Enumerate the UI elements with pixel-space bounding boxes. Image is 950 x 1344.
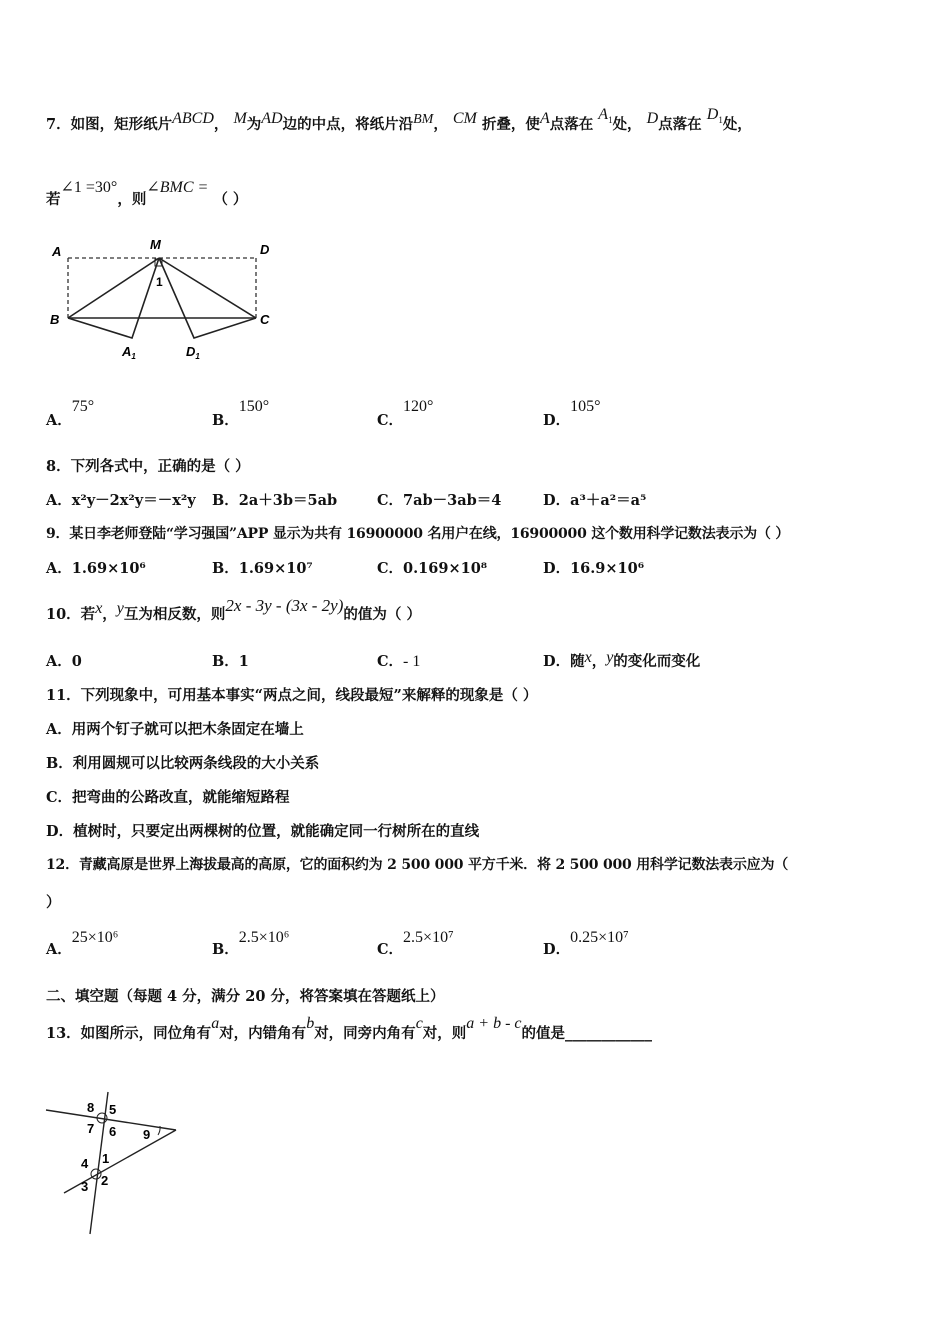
q10-x: x — [95, 600, 103, 617]
q11-option-d[interactable]: D．植树时，只要定出两棵树的位置，就能确定同一行树所在的直线 — [46, 823, 480, 840]
q11-stem: 11．下列现象中，可用基本事实“两点之间，线段最短”来解释的现象是（ ） — [46, 687, 538, 704]
q7-fig-label-m: M — [150, 237, 161, 252]
q13-stem — [46, 1015, 653, 1043]
q9-stem: 9．某日李老师登陆“学习强国”APP 显示为共有 16900000 名用户在线，16900000 这个数用科学记数法表示为（ ） — [46, 526, 790, 542]
q7-option-c-label: C． — [377, 412, 404, 429]
q7-fig-cm — [159, 258, 256, 318]
section-2-heading: 二、填空题（每题 4 分，满分 20 分，将答案填在答题纸上） — [46, 988, 445, 1005]
q7-option-a-label: A． — [46, 412, 72, 429]
q10-option-c[interactable] — [377, 650, 420, 671]
q9-option-c-label: C． — [377, 560, 404, 577]
q8-option-b-label: B． — [212, 492, 239, 509]
q7-fig-bm — [68, 258, 159, 318]
q10-expression: 2x - 3y - (3x - 2y) — [225, 596, 344, 615]
q12-option-b-label: B． — [212, 941, 239, 958]
q13-suffix[interactable]: 的值是____________ — [521, 1025, 653, 1042]
q7-at1: 处， — [612, 116, 642, 133]
q13-fig-circle-bottom — [91, 1169, 101, 1179]
q12-option-d-label: D． — [543, 941, 571, 958]
q7-fig-cd1m — [159, 258, 256, 338]
q8-option-c[interactable] — [377, 489, 501, 510]
q7-d: D — [646, 110, 659, 127]
q7-comma: ， — [213, 116, 229, 133]
q10-suffix: 的值为（ ） — [343, 606, 421, 623]
q7-ad: AD — [261, 110, 283, 127]
q7-a1-sub: 1 — [608, 115, 613, 126]
q7-comma2: ， — [433, 116, 448, 133]
q13-a: a — [211, 1015, 220, 1032]
q10-option-d-y: y — [606, 649, 614, 666]
q7-option-d[interactable] — [543, 395, 601, 429]
q10-option-b-value: 1 — [238, 653, 249, 670]
q8-option-d-label: D． — [543, 492, 571, 509]
q13-fig-label-2: 2 — [101, 1173, 109, 1188]
q9-option-a[interactable] — [46, 557, 146, 578]
q7-bm: BM — [413, 112, 434, 127]
q13-fig-label-3: 3 — [81, 1179, 89, 1194]
q8-option-c-value: 7ab－3ab＝4 — [403, 492, 502, 509]
q7-fall2: 点落在 — [658, 116, 702, 133]
q8-option-a-label: A． — [46, 492, 72, 509]
q12-option-d-value: 0.25×10⁷ — [570, 929, 629, 946]
q10-mid: 互为相反数，则 — [123, 606, 226, 623]
q10-option-d-label: D． — [543, 653, 571, 670]
q7-fig-label-c: C — [260, 312, 270, 327]
q12-option-c-label: C． — [377, 941, 404, 958]
q8-option-b-value: 2a＋3b＝5ab — [238, 492, 338, 509]
q7-prefix: 7．如图，矩形纸片 — [46, 116, 173, 133]
q7-option-d-value: 105° — [570, 398, 601, 415]
q9-option-c-value: 0.169×10⁸ — [403, 560, 488, 577]
q7-option-b-label: B． — [212, 412, 239, 429]
q7-abcd: ABCD — [172, 110, 214, 127]
q7-fig-label-a1 — [121, 344, 136, 361]
q7-fig-label-d1 — [186, 344, 200, 361]
q7-fall1: 点落在 — [549, 116, 594, 133]
q10-option-d[interactable] — [543, 650, 700, 671]
q7-option-a-value: 75° — [71, 398, 95, 415]
q7-fig-label-a1-main: A — [122, 344, 132, 359]
q7-d1-sub: 1 — [718, 115, 723, 126]
q13-fig-label-9: 9 — [143, 1127, 151, 1142]
q7-d1-main: D — [706, 106, 719, 123]
q9-option-c[interactable] — [377, 557, 487, 578]
q13-c: c — [415, 1015, 423, 1032]
q7-if: 若 — [46, 191, 61, 208]
q9-option-d[interactable] — [543, 557, 644, 578]
q7-a1 — [598, 106, 613, 126]
q10-option-d-tail: 的变化而变化 — [613, 653, 701, 670]
q7-d1 — [706, 106, 723, 126]
q7-fig-label-d1-sub: 1 — [195, 352, 200, 361]
q7-a: A — [539, 110, 550, 127]
q10-stem — [46, 596, 421, 624]
q11-option-a[interactable]: A．用两个钉子就可以把木条固定在墙上 — [46, 721, 304, 738]
q13-fig-label-1: 1 — [102, 1151, 110, 1166]
q12-option-d[interactable] — [543, 926, 629, 958]
q8-option-a[interactable] — [46, 489, 196, 510]
q8-stem: 8．下列各式中，正确的是（ ） — [46, 458, 250, 475]
q7-option-c-value: 120° — [403, 398, 434, 415]
q7-option-a[interactable] — [46, 395, 95, 429]
q13-fig-label-4: 4 — [81, 1156, 89, 1171]
q13-fig-label-7: 7 — [87, 1121, 95, 1136]
q10-y: y — [116, 600, 124, 617]
q12-option-b-value: 2.5×10⁶ — [238, 929, 290, 946]
q13-t2: 对，同旁内角有 — [314, 1025, 416, 1042]
q7-fold: 折叠，使 — [481, 116, 540, 133]
q7-angle-bmc: ∠BMC = — [146, 179, 209, 196]
q7-angle1: ∠1 =30° — [60, 179, 118, 196]
q7-at2: 处， — [722, 116, 752, 133]
q10-option-d-value: 随 — [570, 653, 585, 670]
q7-line2 — [46, 179, 248, 209]
q7-fig-label-d1-main: D — [186, 344, 196, 359]
q12-option-c-value: 2.5×10⁷ — [403, 929, 454, 946]
q7-fig-label-a1-sub: 1 — [131, 352, 136, 361]
q13-b: b — [306, 1015, 315, 1032]
q9-option-b[interactable] — [212, 557, 313, 578]
q9-option-b-label: B． — [212, 560, 239, 577]
q8-option-d-value: a³＋a²＝a⁵ — [570, 492, 647, 509]
q7-fig-label-d: D — [260, 242, 270, 257]
q7-mid: 边的中点，将纸片沿 — [282, 116, 414, 133]
q7-fig-label-b: B — [50, 312, 60, 327]
q12-option-a[interactable] — [46, 926, 119, 958]
q10-option-a[interactable] — [46, 650, 82, 671]
q7-fig-ba1m — [68, 258, 159, 338]
q7-line1 — [46, 106, 752, 135]
q7-cm: CM — [452, 110, 477, 127]
q10-option-b-label: B． — [212, 653, 239, 670]
q9-option-a-value: 1.69×10⁶ — [71, 560, 146, 577]
q9-option-d-value: 16.9×10⁶ — [570, 560, 645, 577]
q7-option-c[interactable] — [377, 395, 434, 429]
q13-fig-label-8: 8 — [87, 1100, 95, 1115]
q8-option-c-label: C． — [377, 492, 404, 509]
q10-prefix: 10．若 — [46, 606, 96, 623]
q12-option-c[interactable] — [377, 926, 454, 958]
q7-option-b[interactable] — [212, 395, 270, 429]
q7-figure — [46, 232, 286, 367]
q7-option-b-value: 150° — [238, 398, 270, 415]
q7-fig-label-1: 1 — [156, 275, 163, 289]
q7-paren: （ ） — [213, 191, 248, 208]
q7-fig-label-a: A — [52, 244, 62, 259]
q13-fig-label-6: 6 — [109, 1124, 117, 1139]
q9-option-b-value: 1.69×10⁷ — [238, 560, 313, 577]
q7-m: M — [233, 110, 247, 127]
q8-option-a-value: x²y－2x²y＝－x²y — [71, 492, 196, 509]
q13-t1: 对，内错角有 — [219, 1025, 307, 1042]
q9-option-d-label: D． — [543, 560, 571, 577]
q12-stem-line1: 12．青藏高原是世界上海拔最高的高原，它的面积约为 2 500 000 平方千米．将 2 500 000 用科学记数法表示应为（ — [46, 857, 789, 873]
q13-prefix: 13．如图所示，同位角有 — [46, 1025, 212, 1042]
q10-option-a-value: 0 — [71, 653, 82, 670]
q7-wei: 为 — [246, 116, 262, 133]
q13-figure — [40, 1090, 190, 1240]
q12-option-a-label: A． — [46, 941, 72, 958]
q10-option-d-x: x — [584, 649, 592, 666]
q10-option-c-value: - 1 — [403, 653, 421, 670]
q10-option-d-comma: ， — [591, 653, 607, 670]
q7-a1-main: A — [598, 106, 609, 123]
q10-option-b[interactable] — [212, 650, 249, 671]
q13-t3: 对，则 — [422, 1025, 467, 1042]
q9-option-a-label: A． — [46, 560, 72, 577]
q12-stem-line2: ） — [46, 894, 61, 911]
q7-then: ，则 — [117, 191, 147, 208]
q12-option-b[interactable] — [212, 926, 290, 958]
q7-option-d-label: D． — [543, 412, 571, 429]
q11-option-c[interactable]: C．把弯曲的公路改直，就能缩短路程 — [46, 789, 290, 806]
q10-comma: ， — [102, 606, 117, 623]
q13-expression: a + b - c — [466, 1015, 522, 1032]
q10-option-c-label: C． — [377, 653, 404, 670]
q8-option-b[interactable] — [212, 489, 337, 510]
q11-option-b[interactable]: B．利用圆规可以比较两条线段的大小关系 — [46, 755, 320, 772]
q12-option-a-value: 25×10⁶ — [71, 929, 119, 946]
q10-option-a-label: A． — [46, 653, 72, 670]
q13-fig-label-5: 5 — [109, 1102, 117, 1117]
q8-option-d[interactable] — [543, 489, 646, 510]
